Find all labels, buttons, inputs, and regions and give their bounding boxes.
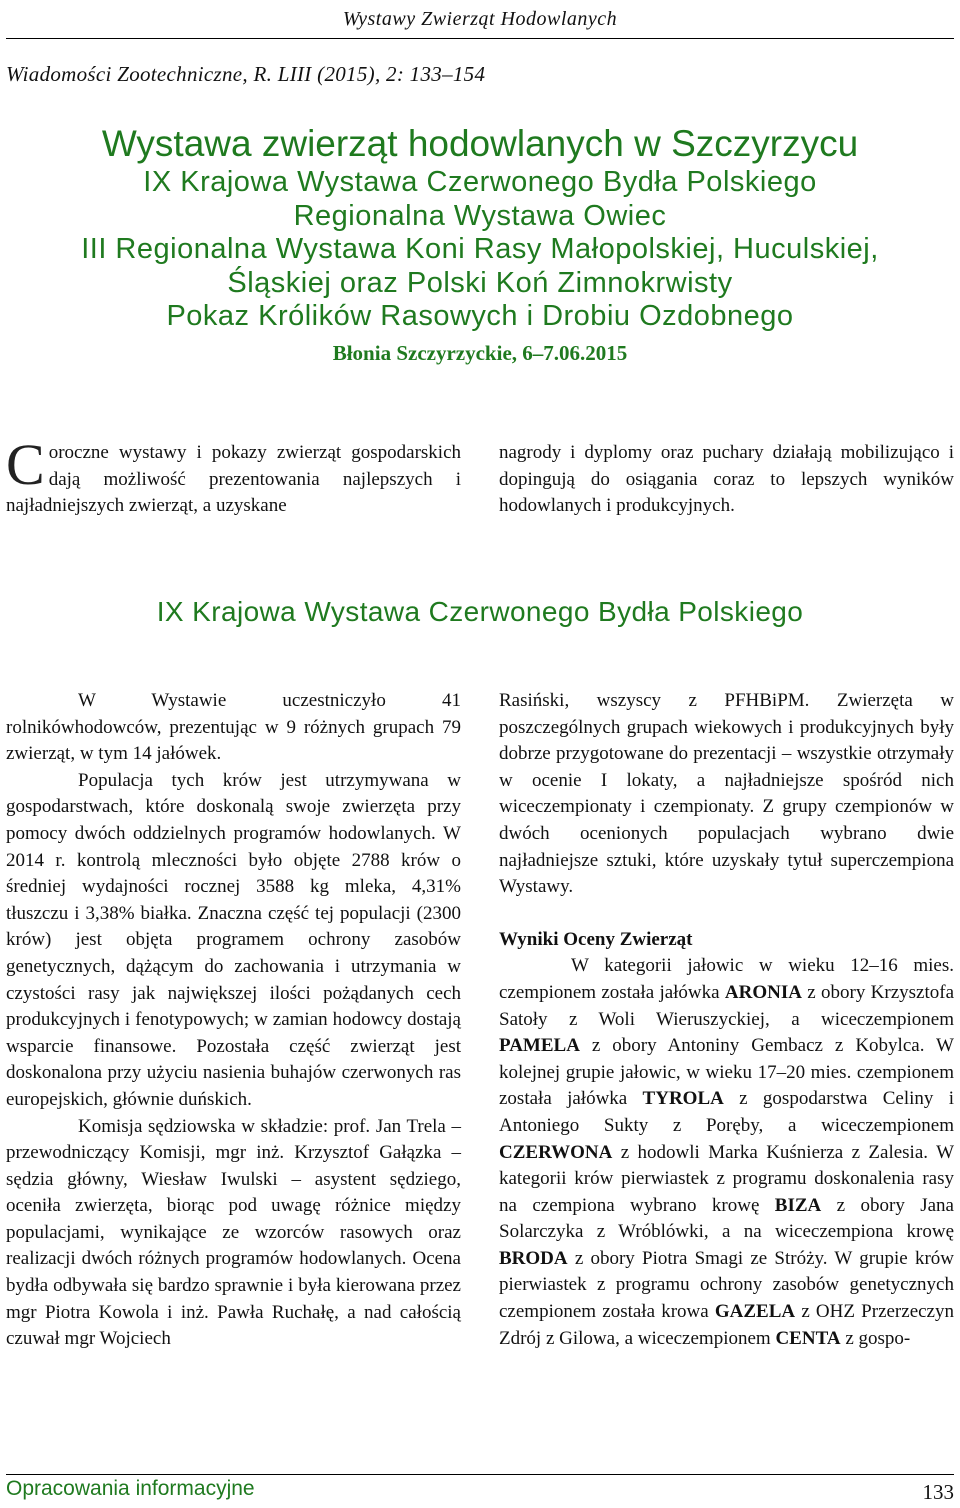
- subtitle-line: III Regionalna Wystawa Koni Rasy Małopolskiej, Huculskiej,: [81, 233, 879, 266]
- subtitle-line: Regionalna Wystawa Owiec: [293, 199, 667, 232]
- subsection-heading: Wyniki Oceny Zwierząt: [499, 928, 693, 950]
- left-column: [6, 688, 461, 1353]
- animal-name: CZERWONA: [499, 1141, 613, 1163]
- body-columns: [6, 688, 954, 1353]
- section-heading: IX Krajowa Wystawa Czerwonego Bydła Polskiego: [156, 596, 804, 627]
- article-title-block: [0, 122, 960, 368]
- results-paragraph: [499, 953, 954, 1352]
- paragraph: Rasiński, wszyscy z PFHBiPM. Zwierzęta w poszczególnych grupach wiekowych i produkcyjnych były dobrze przygotowane do prezentacji – wszystkie otrzymały w ocenie I lokaty, a najładniejsze spośród nich wiceczempionaty i czempionaty. Z grupy czempionów w dwóch ocenionych populacjach wybrano dwie najładniejsze sztuki, które uzyskały tytuł superczempiona Wystawy.: [499, 690, 954, 898]
- animal-name: BIZA: [774, 1194, 822, 1216]
- text-run: z obory Krzysztofa Satoły z Woli Wieruszyckiej, a wiceczempionem: [499, 981, 955, 1030]
- subtitle-line: Śląskiej oraz Polski Koń Zimnokrwisty: [227, 266, 733, 299]
- animal-name: TYROLA: [642, 1088, 724, 1110]
- text-run: z OHZ Przerzeczyn Zdrój z Gilowa, a wiceczempionem: [499, 1301, 954, 1349]
- right-column: [499, 688, 954, 1353]
- paragraph: W Wystawie uczestniczyło 41 rolnikówhodowców, prezentując w 9 różnych grupach 79 zwierząt, w tym 14 jałówek.: [6, 690, 461, 765]
- page-number: 133: [922, 1480, 954, 1504]
- animal-name: BRODA: [499, 1247, 568, 1269]
- text-run: W kategorii jałowic w wieku 12–16 mies. czempionem została jałówka: [499, 955, 954, 1003]
- subtitle-line: IX Krajowa Wystawa Czerwonego Bydła Polskiego: [143, 166, 817, 198]
- intro-right-text: nagrody i dyplomy oraz puchary działają mobilizująco i dopingują do osiągania coraz to lepszych wyników hodowlanych i produkcyjnych.: [499, 442, 954, 516]
- paragraph: Populacja tych krów jest utrzymywana w gospodarstwach, które doskonalą swoje zwierzęta przy pomocy dwóch oddzielnych programów hodowlanych. W 2014 r. kontrolą mleczności było objęte 2788 krów o średniej wydajności rocznej 3588 kg mleka, 4,31% tłuszczu i 3,38% białka. Znaczna część tej populacji (2300 krów) jest objęta programem ochrony zasobów genetycznych, dążącym do zachowania i utrzymania w czystości rasy jak największej ilości pożądanych cech produkcyjnych i fenotypowych; w zamian hodowcy dostają wsparcie finansowe. Pozostała część zwierząt jest doskonalona przy użyciu nasienia buhajów czerwonych ras europejskich, głównie duńskich.: [6, 769, 461, 1110]
- intro-right-column: [499, 440, 954, 520]
- intro-paragraph: [6, 432, 954, 520]
- text-run: z obory Jana Solarczyka z Wróblówki, a na wiceczempiona krowę: [499, 1194, 954, 1243]
- intro-left-column: [6, 432, 461, 520]
- animal-name: GAZELA: [714, 1301, 796, 1323]
- event-date-location: Błonia Szczyrzyckie, 6–7.06.2015: [332, 340, 628, 365]
- subtitle-line: Pokaz Królików Rasowych i Drobiu Ozdobnego: [166, 300, 794, 333]
- journal-reference: Wiadomości Zootechniczne, R. LIII (2015), 2: 133–154: [6, 62, 486, 86]
- animal-name: PAMELA: [499, 1035, 580, 1057]
- paragraph: Komisja sędziowska w składzie: prof. Jan Trela – przewodniczący Komisji, mgr inż. Krzysztof Gałązka – sędzia główny, Wiesław Iwulski – asystent sędziego, oceniła zwierzęta, biorąc pod uwagę różnice między populacjami, wynikające ze wzorców rasowych oraz realizacji dwóch różnych programów hodowlanych. Ocena bydła odbywała się bardzo sprawnie i była kierowana przez mgr Piotra Kowola i inż. Pawła Ruchałę, a nad całością czuwał mgr Wojciech: [6, 1115, 461, 1350]
- text-run: z obory Antoniny Gembacz z Kobylca. W kolejnej grupie jałowic, w wieku 17–20 mies. czempionem została jałówka: [499, 1035, 954, 1110]
- article-title: Wystawa zwierząt hodowlanych w Szczyrzycu: [101, 123, 859, 164]
- text-run: z obory Piotra Smagi ze Stróży. W grupie krów pierwiastek z programu ochrony zasobów genetycznych czempionem została krowa: [499, 1247, 954, 1323]
- footer-rule: [6, 1474, 954, 1475]
- header-rule: [6, 38, 954, 39]
- running-header: Wystawy Zwierząt Hodowlanych: [342, 8, 618, 30]
- animal-name: ARONIA: [724, 981, 802, 1003]
- text-run: z hodowli Marka Kuśnierza z Zalesia. W kategorii krów pierwiastek z programu doskonalenia rasy na czempiona wybrano krowę: [499, 1141, 954, 1216]
- drop-cap: C: [6, 432, 45, 497]
- text-run: z gospo-: [840, 1327, 911, 1349]
- intro-left-text: oroczne wystawy i pokazy zwierząt gospodarskich dają możliwość prezentowania najlepszych i najładniejszych zwierząt, a uzyskane: [6, 442, 461, 516]
- animal-name: CENTA: [775, 1327, 841, 1349]
- footer-section-label: Opracowania informacyjne: [6, 1477, 255, 1500]
- text-run: z gospodarstwa Celiny i Antoniego Sukty z Poręby, a wiceczempionem: [499, 1088, 954, 1136]
